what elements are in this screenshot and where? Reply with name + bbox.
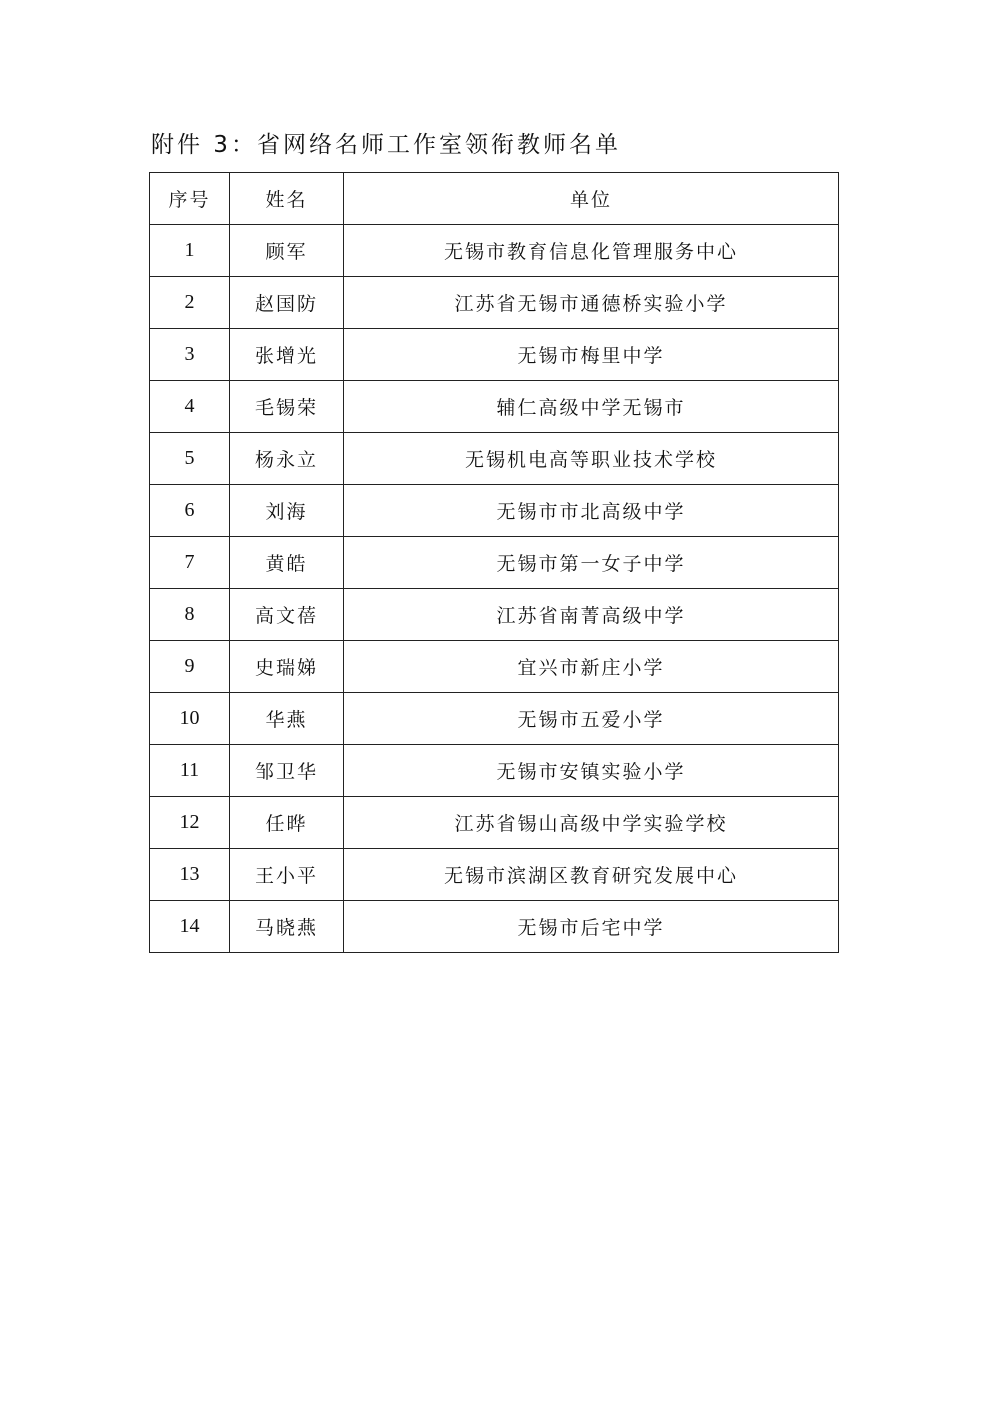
row-unit-cell: 江苏省南菁高级中学 [344,589,839,641]
row-index-cell: 12 [150,797,230,849]
row-unit-cell: 无锡市安镇实验小学 [344,745,839,797]
document-title: 附件 3：省网络名师工作室领衔教师名单 [151,132,621,158]
row-unit-cell: 无锡机电高等职业技术学校 [344,433,839,485]
row-index-cell: 2 [150,277,230,329]
table-row [150,537,839,589]
row-unit-cell: 宜兴市新庄小学 [344,641,839,693]
row-unit-cell: 无锡市第一女子中学 [344,537,839,589]
table-body [150,225,839,953]
row-name-cell: 史瑞娣 [230,641,344,693]
header-name: 姓名 [230,173,344,225]
row-unit-cell: 无锡市滨湖区教育研究发展中心 [344,849,839,901]
table-row [150,329,839,381]
row-name-cell: 马晓燕 [230,901,344,953]
row-unit-cell: 辅仁高级中学无锡市 [344,381,839,433]
row-index-cell: 1 [150,225,230,277]
table-row [150,901,839,953]
row-index-cell: 13 [150,849,230,901]
row-unit-cell: 江苏省锡山高级中学实验学校 [344,797,839,849]
table-row [150,797,839,849]
table-header-row [150,173,839,225]
row-index-cell: 3 [150,329,230,381]
teacher-roster-table [149,172,839,953]
table-row [150,225,839,277]
row-name-cell: 赵国防 [230,277,344,329]
table-row [150,745,839,797]
row-index-cell: 5 [150,433,230,485]
row-unit-cell: 江苏省无锡市通德桥实验小学 [344,277,839,329]
row-index-cell: 10 [150,693,230,745]
row-index-cell: 6 [150,485,230,537]
table-row [150,849,839,901]
row-index-cell: 7 [150,537,230,589]
row-unit-cell: 无锡市五爱小学 [344,693,839,745]
table-row [150,589,839,641]
row-index-cell: 11 [150,745,230,797]
row-name-cell: 张增光 [230,329,344,381]
table-row [150,381,839,433]
row-name-cell: 任晔 [230,797,344,849]
table-row [150,277,839,329]
row-name-cell: 顾军 [230,225,344,277]
table-row [150,641,839,693]
row-unit-cell: 无锡市市北高级中学 [344,485,839,537]
row-name-cell: 王小平 [230,849,344,901]
table-row [150,485,839,537]
row-unit-cell: 无锡市梅里中学 [344,329,839,381]
row-index-cell: 14 [150,901,230,953]
row-name-cell: 高文蓓 [230,589,344,641]
header-index: 序号 [150,173,230,225]
row-name-cell: 刘海 [230,485,344,537]
row-unit-cell: 无锡市教育信息化管理服务中心 [344,225,839,277]
row-name-cell: 黄皓 [230,537,344,589]
row-name-cell: 杨永立 [230,433,344,485]
row-name-cell: 毛锡荣 [230,381,344,433]
row-index-cell: 8 [150,589,230,641]
table-row [150,433,839,485]
row-index-cell: 9 [150,641,230,693]
row-name-cell: 邹卫华 [230,745,344,797]
table-row [150,693,839,745]
row-index-cell: 4 [150,381,230,433]
header-unit: 单位 [344,173,839,225]
row-unit-cell: 无锡市后宅中学 [344,901,839,953]
row-name-cell: 华燕 [230,693,344,745]
